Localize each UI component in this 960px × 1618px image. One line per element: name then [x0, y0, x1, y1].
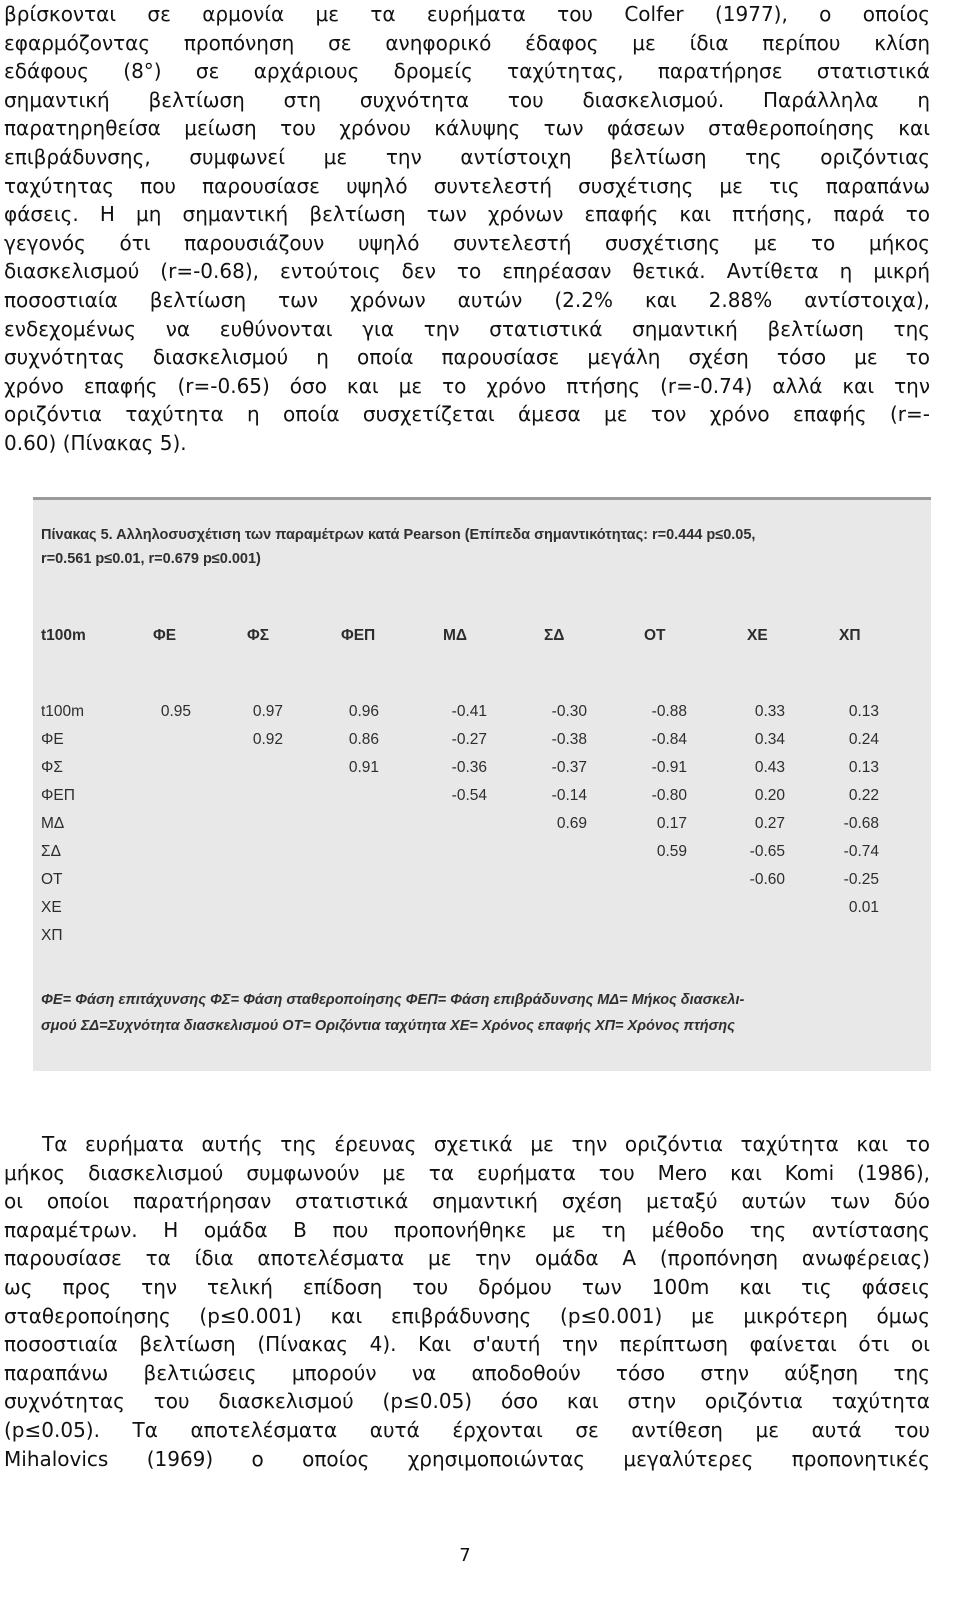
table-row-label: ΧΠ [41, 927, 63, 944]
text-line: επιβράδυνσης, συμφωνεί με την αντίστοιχη βελτίωση της οριζόντιας [4, 144, 930, 169]
table-cell: 0.95 [160, 703, 191, 720]
table-legend-line-1: ΦΕ= Φάση επιτάχυνσης ΦΣ= Φάση σταθεροποίησης ΦΕΠ= Φάση επιβράδυνσης ΜΔ= Μήκος διασκελι- [41, 992, 745, 1008]
table-header-cell: ΧΠ [839, 627, 861, 644]
table-cell: 0.97 [252, 703, 283, 720]
text-line: διασκελισμού (r=-0.68), εντούτοις δεν το επηρέασαν θετικά. Αντίθετα η μικρή [4, 259, 930, 284]
text-line: χρόνο επαφής (r=-0.65) όσο και με το χρόνο πτήσης (r=-0.74) αλλά και την [4, 373, 930, 398]
text-line: Τα ευρήματα αυτής της έρευνας σχετικά με την οριζόντια ταχύτητα και το [42, 1132, 930, 1156]
text-line: οι οποίοι παρατήρησαν στατιστικά σημαντική σχέση μεταξύ αυτών των δύο [4, 1189, 930, 1214]
text-line: σημαντική βελτίωση στη συχνότητα του διασκελισμού. Παράλληλα η [4, 87, 930, 112]
text-line: οριζόντια ταχύτητα η οποία συσχετίζεται άμεσα με τον χρόνο επαφής (r=- [4, 402, 930, 427]
body-paragraph-1 [4, 0, 930, 458]
table-cell: 0.92 [252, 731, 283, 748]
text-line: ποσοστιαία βελτίωση των χρόνων αυτών (2.2% και 2.88% αντίστοιχα), [4, 287, 930, 312]
table-cell: 0.91 [348, 759, 379, 776]
table-cell: 0.13 [848, 703, 879, 720]
table-caption-text-1: Αλληλοσυσχέτιση των παραμέτρων κατά Pearson (Επίπεδα σημαντικότητας: r=0.444 p≤0.05, [116, 527, 756, 543]
table-cell: 0.27 [754, 815, 785, 832]
text-line: ενδεχομένως να ευθύνονται για την στατιστικά σημαντική βελτίωση της [4, 316, 930, 341]
table-cell: -0.84 [651, 731, 687, 748]
table-row-label: ΟΤ [41, 871, 63, 888]
table-cell: 0.86 [348, 731, 379, 748]
table-header-cell: ΣΔ [544, 627, 565, 644]
text-line: γεγονός ότι παρουσιάζουν υψηλό συντελεστή συσχέτισης με το μήκος [4, 230, 930, 255]
table-header-cell: ΦΕ [153, 627, 177, 644]
table-cell: -0.14 [551, 787, 587, 804]
table-row-label: ΦΣ [41, 759, 63, 776]
table-cell: 0.24 [848, 731, 879, 748]
text-line: παραπάνω βελτιώσεις μπορούν να αποδοθούν τόσο στην αύξηση της [4, 1360, 930, 1385]
table-cell: 0.13 [848, 759, 879, 776]
table-row-label: ΦΕ [41, 731, 64, 748]
table-row-label: ΦΕΠ [41, 787, 75, 804]
table-caption [41, 523, 919, 571]
table-caption-text-2: r=0.561 p≤0.01, r=0.679 p≤0.001) [41, 551, 261, 567]
scan-top-border [33, 497, 931, 500]
text-line: παρουσίασε τα ίδια αποτελέσματα με την ομάδα Α (προπόνηση ανωφέρειας) [4, 1246, 930, 1271]
text-line: εφαρμόζοντας προπόνηση σε ανηφορικό έδαφος με ίδια περίπου κλίση [4, 30, 930, 55]
table-row-label: ΣΔ [41, 843, 61, 860]
text-line: εδάφους (8°) σε αρχάριους δρομείς ταχύτητας, παρατήρησε στατιστικά [4, 59, 930, 84]
text-line: συχνότητας διασκελισμού η οποία παρουσίασε μεγάλη σχέση τόσο με το [4, 345, 930, 370]
page-number: 7 [459, 1545, 471, 1566]
table-cell: -0.91 [651, 759, 687, 776]
table-header-cell: ΦΣ [247, 627, 270, 644]
table-header-cell: ΦΕΠ [341, 627, 376, 644]
body-paragraph-2 [4, 1130, 930, 1473]
table-cell: -0.65 [749, 843, 785, 860]
text-line: βρίσκονται σε αρμονία με τα ευρήματα του Colfer (1977), ο οποίος [4, 2, 930, 26]
text-line: (p≤0.05). Τα αποτελέσματα αυτά έρχονται σε αντίθεση με αυτά του [4, 1417, 930, 1442]
text-line: συχνότητας του διασκελισμού (p≤0.05) όσο και στην οριζόντια ταχύτητα [4, 1389, 930, 1414]
table-header-cell: ΧΕ [747, 627, 768, 644]
correlation-table-figure [33, 497, 931, 1071]
table-cell: 0.20 [754, 787, 785, 804]
table-header-cell: ΜΔ [443, 627, 468, 644]
text-line: παραμέτρων. Η ομάδα Β που προπονήθηκε με τη μέθοδο της αντίστασης [4, 1217, 930, 1242]
table-cell: 0.17 [656, 815, 687, 832]
table-cell: 0.33 [754, 703, 785, 720]
table-cell: -0.30 [551, 703, 587, 720]
text-line: ποσοστιαία βελτίωση (Πίνακας 4). Και σ'αυτή την περίπτωση φαίνεται ότι οι [4, 1332, 930, 1357]
table-cell: -0.38 [551, 731, 587, 748]
table-cell: -0.41 [451, 703, 487, 720]
text-line: 0.60) (Πίνακας 5). [4, 430, 187, 455]
table-cell: -0.37 [551, 759, 587, 776]
text-line: παρατηρηθείσα μείωση του χρόνου κάλυψης των φάσεων σταθεροποίησης και [4, 116, 930, 141]
table-caption-label: Πίνακας 5. [41, 527, 113, 543]
table-cell: -0.54 [451, 787, 487, 804]
table-row-label: ΧΕ [41, 899, 62, 916]
table-row-label: t100m [41, 703, 85, 720]
table-cell: 0.22 [848, 787, 879, 804]
table-header-cell: ΟΤ [644, 627, 666, 644]
table-cell: 0.69 [556, 815, 587, 832]
text-line: φάσεις. Η μη σημαντική βελτίωση των χρόνων επαφής και πτήσης, παρά το [4, 202, 930, 227]
table-cell: -0.60 [749, 871, 785, 888]
table-row-label: ΜΔ [41, 815, 65, 832]
text-line: μήκος διασκελισμού συμφωνούν με τα ευρήματα του Mero και Komi (1986), [4, 1160, 930, 1185]
table-cell: 0.43 [754, 759, 785, 776]
text-line: σταθεροποίησης (p≤0.001) και επιβράδυνσης (p≤0.001) με μικρότερη όμως [4, 1303, 930, 1328]
table-cell: 0.59 [656, 843, 687, 860]
table-cell: -0.25 [843, 871, 879, 888]
table-cell: -0.68 [843, 815, 879, 832]
table-cell: -0.27 [451, 731, 487, 748]
table-cell: 0.01 [848, 899, 879, 916]
table-cell: 0.96 [348, 703, 379, 720]
table-cell: -0.36 [451, 759, 487, 776]
text-line: ως προς την τελική επίδοση του δρόμου των 100m και τις φάσεις [4, 1274, 930, 1299]
table-cell: -0.80 [651, 787, 687, 804]
table-legend [41, 987, 911, 1039]
table-cell: -0.74 [843, 843, 879, 860]
table-cell: -0.88 [651, 703, 687, 720]
table-legend-line-2: σμού ΣΔ=Συχνότητα διασκελισμού ΟΤ= Οριζόντια ταχύτητα ΧΕ= Χρόνος επαφής ΧΠ= Χρόνος πτήσης [41, 1018, 735, 1034]
table-cell: 0.34 [754, 731, 785, 748]
text-line: Mihalovics (1969) ο οποίος χρησιμοποιώντας μεγαλύτερες προπονητικές [4, 1446, 930, 1471]
text-line: ταχύτητας που παρουσίασε υψηλό συντελεστή συσχέτισης με τις παραπάνω [4, 173, 930, 198]
table-header-cell: t100m [41, 627, 86, 644]
